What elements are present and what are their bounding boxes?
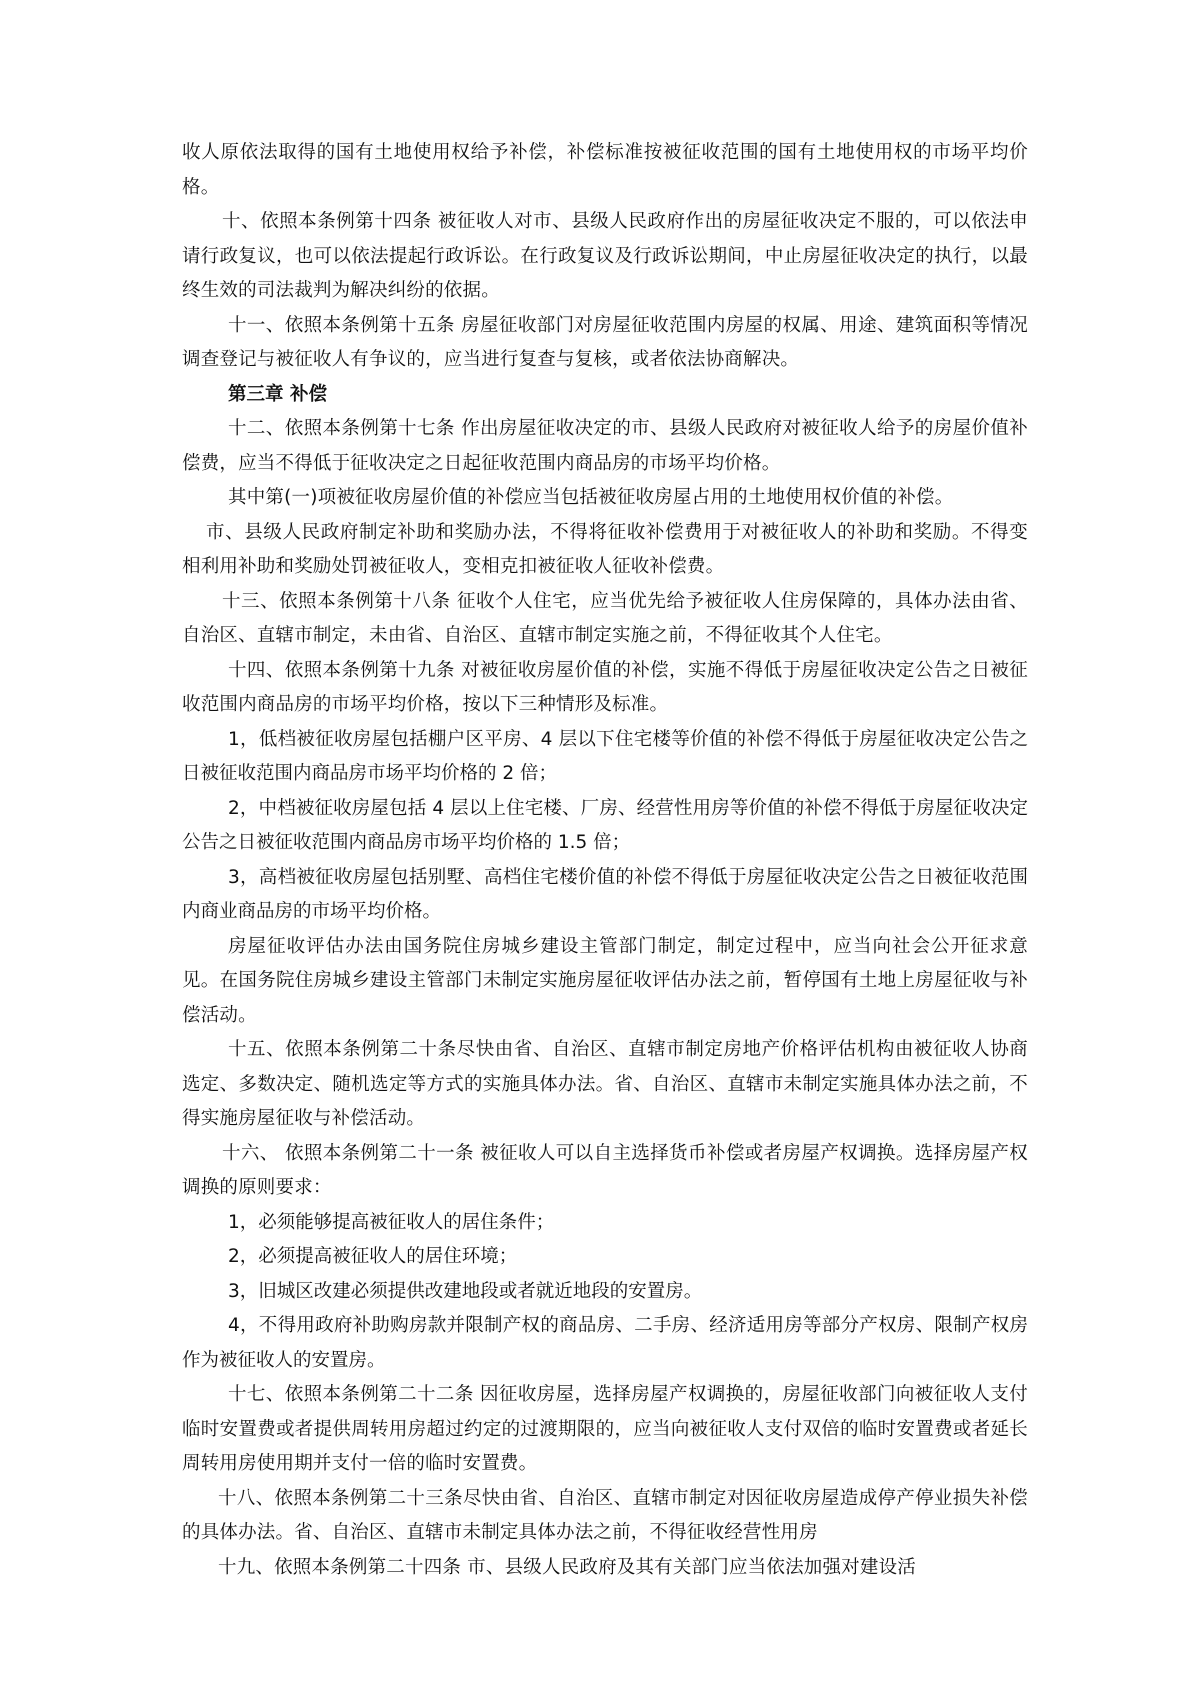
paragraph-article-15: 十五、依照本条例第二十条尽快由省、自治区、直辖市制定房地产价格评估机构由被征收人协商选定、多数决定、随机选定等方式的实施具体办法。省、自治区、直辖市未制定实施具体办法之前，不得实施房屋征收与补偿活动。 bbox=[182, 1039, 1028, 1129]
paragraph-subsidy: 市、县级人民政府制定补助和奖励办法，不得将征收补偿费用于对被征收人的补助和奖励。不得变相利用补助和奖励处罚被征收人，变相克扣被征收人征收补偿费。 bbox=[182, 521, 1028, 577]
paragraph-article-12-item: 其中第(一)项被征收房屋价值的补偿应当包括被征收房屋占用的土地使用权价值的补偿。 bbox=[228, 487, 954, 508]
list-item-resettlement: 3，旧城区改建必须提供改建地段或者就近地段的安置房。 bbox=[228, 1280, 703, 1302]
list-item-living-environment: 2，必须提高被征收人的居住环境； bbox=[228, 1246, 518, 1267]
list-item-high-grade: 3，高档被征收房屋包括别墅、高档住宅楼价值的补偿不得低于房屋征收决定公告之日被征收范围内商业商品房的市场平均价格。 bbox=[182, 866, 1028, 922]
list-item-restricted-property: 4，不得用政府补助购房款并限制产权的商品房、二手房、经济适用房等部分产权房、限制产权房作为被征收人的安置房。 bbox=[182, 1315, 1028, 1371]
paragraph-article-12: 十二、依照本条例第十七条 作出房屋征收决定的市、县级人民政府对被征收人给予的房屋价值补偿费，应当不得低于征收决定之日起征收范围内商品房的市场平均价格。 bbox=[182, 418, 1028, 474]
list-item-low-grade: 1，低档被征收房屋包括棚户区平房、4 层以下住宅楼等价值的补偿不得低于房屋征收决定公告之日被征收范围内商品房市场平均价格的 2 倍； bbox=[182, 728, 1028, 784]
paragraph-article-19: 十九、依照本条例第二十四条 市、县级人民政府及其有关部门应当依法加强对建设活 bbox=[218, 1556, 916, 1578]
paragraph-article-11: 十一、依照本条例第十五条 房屋征收部门对房屋征收范围内房屋的权属、用途、建筑面积等情况调查登记与被征收人有争议的，应当进行复查与复核，或者依法协商解决。 bbox=[182, 314, 1028, 370]
paragraph-article-10: 十、依照本条例第十四条 被征收人对市、县级人民政府作出的房屋征收决定不服的，可以依法申请行政复议，也可以依法提起行政诉讼。在行政复议及行政诉讼期间，中止房屋征收决定的执行，以最终生效的司法裁判为解决纠纷的依据。 bbox=[182, 211, 1028, 301]
paragraph-article-17: 十七、依照本条例第二十二条 因征收房屋，选择房屋产权调换的，房屋征收部门向被征收人支付临时安置费或者提供周转用房超过约定的过渡期限的，应当向被征收人支付双倍的临时安置费或者延长周转用房使用期并支付一倍的临时安置费。 bbox=[182, 1384, 1028, 1474]
paragraph-article-16: 十六、 依照本条例第二十一条 被征收人可以自主选择货币补偿或者房屋产权调换。选择房屋产权调换的原则要求： bbox=[182, 1142, 1028, 1198]
list-item-living-conditions: 1，必须能够提高被征收人的居住条件； bbox=[228, 1211, 555, 1233]
document-body bbox=[182, 136, 1028, 1585]
paragraph-continuation: 收人原依法取得的国有土地使用权给予补偿，补偿标准按被征收范围的国有土地使用权的市场平均价格。 bbox=[182, 142, 1028, 198]
chapter-heading: 第三章 补偿 bbox=[228, 383, 327, 405]
paragraph-article-13: 十三、依照本条例第十八条 征收个人住宅，应当优先给予被征收人住房保障的，具体办法由省、自治区、直辖市制定，未由省、自治区、直辖市制定实施之前，不得征收其个人住宅。 bbox=[182, 590, 1028, 646]
paragraph-article-18: 十八、依照本条例第二十三条尽快由省、自治区、直辖市制定对因征收房屋造成停产停业损失补偿的具体办法。省、自治区、直辖市未制定具体办法之前，不得征收经营性用房 bbox=[182, 1487, 1028, 1543]
paragraph-article-14: 十四、依照本条例第十九条 对被征收房屋价值的补偿，实施不得低于房屋征收决定公告之日被征收范围内商品房的市场平均价格，按以下三种情形及标准。 bbox=[182, 659, 1028, 715]
list-item-mid-grade: 2，中档被征收房屋包括 4 层以上住宅楼、厂房、经营性用房等价值的补偿不得低于房屋征收决定公告之日被征收范围内商品房市场平均价格的 1.5 倍； bbox=[182, 797, 1028, 853]
paragraph-valuation: 房屋征收评估办法由国务院住房城乡建设主管部门制定，制定过程中，应当向社会公开征求意见。在国务院住房城乡建设主管部门未制定实施房屋征收评估办法之前，暂停国有土地上房屋征收与补偿活动。 bbox=[182, 935, 1028, 1026]
